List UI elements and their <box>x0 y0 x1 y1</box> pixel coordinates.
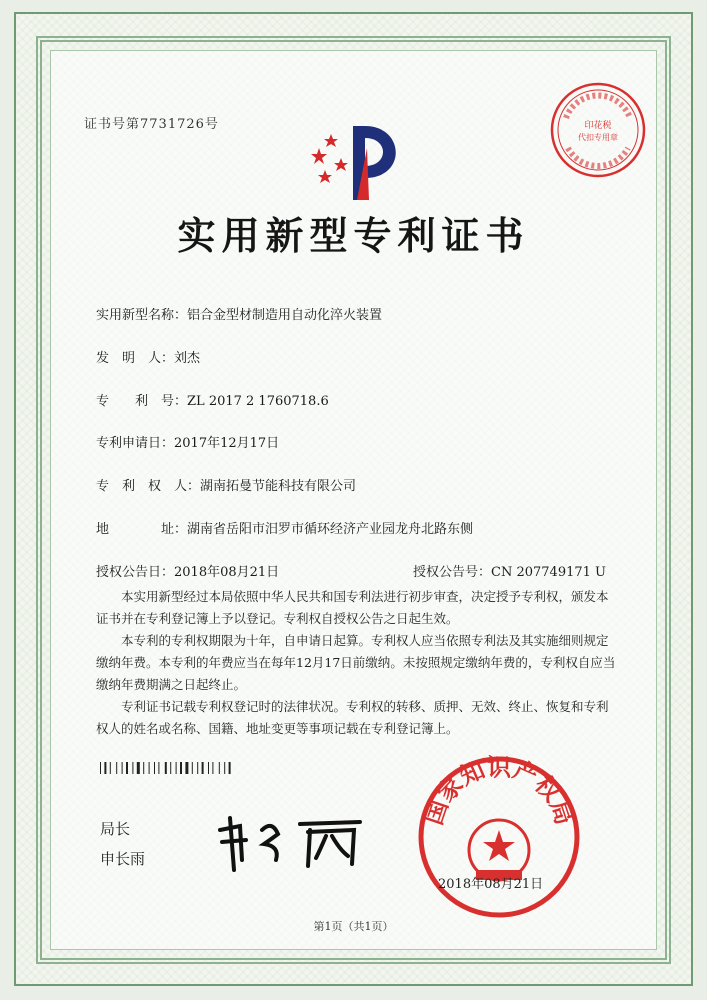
field-utility-model-name <box>96 304 382 323</box>
field-label: 授权公告号： <box>413 565 492 580</box>
field-application-date <box>96 432 279 451</box>
certificate-number: 证书号第7731726号 <box>84 117 219 132</box>
director-name: 申长雨 <box>100 850 146 868</box>
field-inventor <box>96 347 200 366</box>
field-patentee <box>96 475 356 494</box>
field-value: 2018年08月21日 <box>174 565 280 580</box>
field-address <box>96 518 473 537</box>
certificate-title: 实用新型专利证书 <box>177 213 530 258</box>
seal-text: 国家知识产权局 <box>419 753 579 829</box>
field-grant-date <box>96 561 279 580</box>
field-label: 地 址： <box>96 522 188 537</box>
barcode-icon <box>100 762 278 774</box>
svg-text:代扣专用章: 代扣专用章 <box>578 133 618 142</box>
svg-text:国家知识产权局 <box>419 754 578 829</box>
field-value: CN 207749171 U <box>491 565 606 580</box>
svg-text:印花税: 印花税 <box>584 121 612 131</box>
field-label: 授权公告日： <box>96 565 175 580</box>
tax-stamp-seal-icon <box>546 78 650 182</box>
patent-office-logo-icon <box>305 108 425 208</box>
field-patent-number <box>96 390 329 409</box>
statement-paragraph: 本实用新型经过本局依照中华人民共和国专利法进行初步审查，决定授予专利权，颁发本证书并在专利登记簿上予以登记。专利权自授权公告之日起生效。 <box>96 589 609 626</box>
director-signature-icon <box>200 800 380 880</box>
page-number: 第1页（共1页） <box>313 920 394 933</box>
field-label: 专 利 权 人： <box>96 479 201 494</box>
national-ipa-seal-icon <box>414 752 584 922</box>
field-value: 铝合金型材制造用自动化淬火装置 <box>187 308 383 323</box>
certificate-statement <box>96 586 616 740</box>
statement-paragraph: 本专利的专利权期限为十年，自申请日起算。专利权人应当依照专利法及其实施细则规定缴纳年费。本专利的年费应当在每年12月17日前缴纳。未按照规定缴纳年费的，专利权自应当缴纳年费期满之日起终止。 <box>96 633 616 692</box>
field-value: ZL 2017 2 1760718.6 <box>187 394 329 409</box>
field-publication-number <box>413 561 606 580</box>
field-value: 湖南省岳阳市汨罗市循环经济产业园龙舟北路东侧 <box>187 522 474 537</box>
director-title: 局长 <box>100 820 131 838</box>
field-label: 专 利 号： <box>96 394 188 409</box>
field-label: 发 明 人： <box>96 351 175 366</box>
field-label: 专利申请日： <box>96 436 175 451</box>
field-value: 刘杰 <box>174 351 201 366</box>
issue-date: 2018年08月21日 <box>438 877 544 892</box>
field-label: 实用新型名称： <box>96 308 188 323</box>
field-value: 2017年12月17日 <box>174 436 280 451</box>
field-value: 湖南拓曼节能科技有限公司 <box>200 479 357 494</box>
statement-paragraph: 专利证书记载专利权登记时的法律状况。专利权的转移、质押、无效、终止、恢复和专利权人的姓名或名称、国籍、地址变更等事项记载在专利登记簿上。 <box>96 699 609 736</box>
